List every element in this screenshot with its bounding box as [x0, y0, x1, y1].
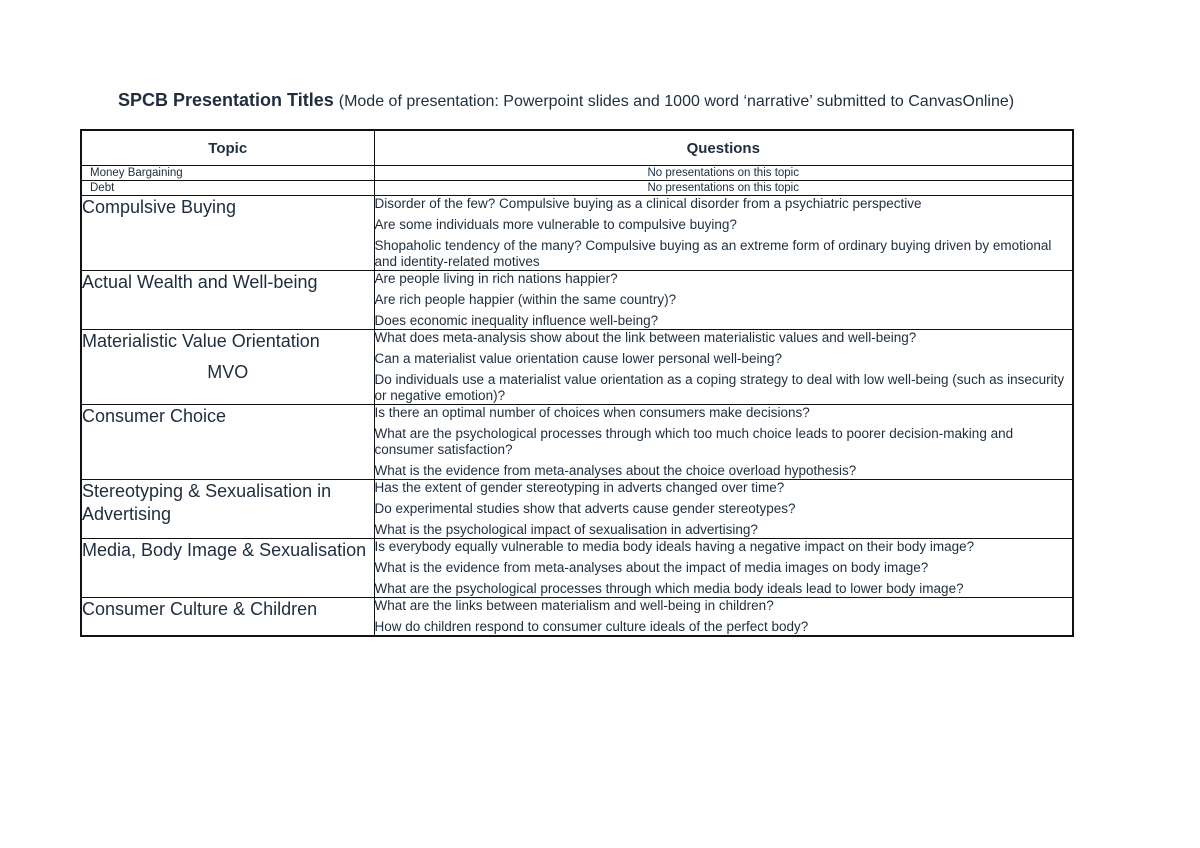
topic-title: Materialistic Value Orientation [82, 331, 320, 351]
topic-title: Actual Wealth and Well-being [82, 272, 318, 292]
question-item: Disorder of the few? Compulsive buying as a clinical disorder from a psychiatric perspective [374, 196, 922, 211]
topic-title: Media, Body Image & Sexualisation [82, 540, 367, 560]
table-row [81, 196, 1073, 271]
topic-title: Consumer Culture & Children [82, 599, 318, 619]
question-item: What are the psychological processes through which too much choice leads to poorer decision-making and consumer satisfaction? [374, 426, 1014, 457]
question-item: Are rich people happier (within the same country)? [374, 292, 677, 307]
questions-cell [374, 196, 1073, 271]
topic-cell: Debt [81, 181, 374, 196]
table-row [81, 330, 1073, 405]
topic-cell [81, 480, 374, 539]
question-item: Is there an optimal number of choices when consumers make decisions? [374, 405, 810, 420]
question-item: Does economic inequality influence well-being? [374, 313, 659, 328]
topic-abbreviation: MVO [207, 362, 249, 382]
topic-title: Compulsive Buying [82, 197, 237, 217]
question-item: What is the evidence from meta-analyses about the choice overload hypothesis? [374, 463, 857, 478]
table-row [81, 166, 1073, 181]
questions-cell [374, 598, 1073, 637]
questions-cell [374, 330, 1073, 405]
questions-cell [374, 405, 1073, 480]
questions-cell [374, 271, 1073, 330]
question-item: What are the psychological processes through which media body ideals lead to lower body image? [374, 581, 964, 596]
topic-cell [81, 598, 374, 637]
question-item: What is the evidence from meta-analyses about the impact of media images on body image? [374, 560, 929, 575]
header-questions: Questions [374, 130, 1073, 166]
topic-cell [81, 271, 374, 330]
title-main: SPCB Presentation Titles [118, 90, 334, 110]
table-body [81, 166, 1073, 637]
question-item: Do experimental studies show that adverts cause gender stereotypes? [374, 501, 796, 516]
title-note: (Mode of presentation: Powerpoint slides and 1000 word ‘narrative’ submitted to CanvasOnline) [338, 93, 1015, 110]
questions-cell [374, 539, 1073, 598]
table-row [81, 271, 1073, 330]
question-item: Is everybody equally vulnerable to media body ideals having a negative impact on their body image? [374, 539, 975, 554]
header-topic: Topic [81, 130, 374, 166]
question-item: Do individuals use a materialist value orientation as a coping strategy to deal with low well-being (such as insecurity or negative emotion)? [374, 372, 1065, 403]
presentation-topics-table [80, 129, 1074, 637]
table-row [81, 480, 1073, 539]
no-presentations-note: No presentations on this topic [374, 181, 1073, 196]
question-item: How do children respond to consumer culture ideals of the perfect body? [374, 619, 809, 634]
question-item: What are the links between materialism and well-being in children? [374, 598, 774, 613]
table-row [81, 181, 1073, 196]
questions-cell [374, 480, 1073, 539]
table-header-row [81, 130, 1073, 166]
question-item: Shopaholic tendency of the many? Compulsive buying as an extreme form of ordinary buying driven by emotional and identity-related motives [374, 238, 1052, 269]
question-item: Has the extent of gender stereotyping in adverts changed over time? [374, 480, 785, 495]
topic-cell [81, 405, 374, 480]
topic-cell [81, 330, 374, 405]
topic-title: Consumer Choice [82, 406, 227, 426]
question-item: Can a materialist value orientation cause lower personal well-being? [374, 351, 782, 366]
table-row [81, 598, 1073, 637]
question-item: What does meta-analysis show about the link between materialistic values and well-being? [374, 330, 917, 345]
topic-cell: Money Bargaining [81, 166, 374, 181]
topic-cell [81, 539, 374, 598]
question-item: Are some individuals more vulnerable to compulsive buying? [374, 217, 737, 232]
table-row [81, 539, 1073, 598]
table-row [81, 405, 1073, 480]
topic-title: Stereotyping & Sexualisation in Advertising [82, 481, 332, 524]
page-title [118, 88, 1014, 114]
question-item: Are people living in rich nations happier? [374, 271, 618, 286]
topic-cell [81, 196, 374, 271]
no-presentations-note: No presentations on this topic [374, 166, 1073, 181]
question-item: What is the psychological impact of sexualisation in advertising? [374, 522, 758, 537]
